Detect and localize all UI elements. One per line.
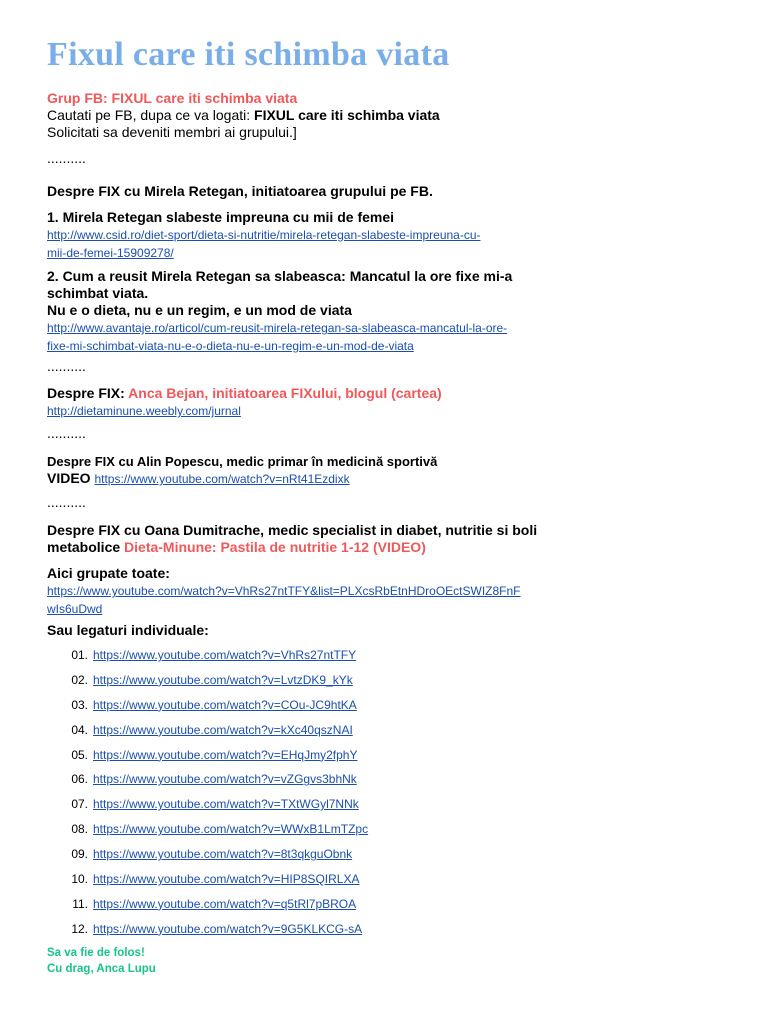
section-alin-heading: Despre FIX cu Alin Popescu, medic primar în medicină sportivă <box>47 454 438 469</box>
list-item: 10. https://www.youtube.com/watch?v=HIP8SQIRLXA <box>71 872 360 887</box>
section-alin <box>47 453 437 488</box>
list-item: 03. https://www.youtube.com/watch?v=COu-JC9htKA <box>71 697 357 712</box>
grouped-playlist-link[interactable]: https://www.youtube.com/watch?v=VhRs27ntTFY&list=PLXcsRbEtnHDroOEctSWIZ8FnF wIs6uDwd <box>47 584 521 616</box>
list-item: 11. https://www.youtube.com/watch?v=q5tRl7pBROA <box>72 896 357 911</box>
list-item: 04. https://www.youtube.com/watch?v=kXc40qszNAI <box>71 722 353 737</box>
individual-label: Sau legaturi individuale: <box>47 622 209 638</box>
page-title: Fixul care iti schimba viata <box>47 36 450 73</box>
video-link[interactable]: https://www.youtube.com/watch?v=vZGgvs3bhNk <box>93 772 357 787</box>
video-link[interactable]: https://www.youtube.com/watch?v=kXc40qszNAI <box>93 722 353 737</box>
group-info <box>47 90 440 141</box>
video-link[interactable]: https://www.youtube.com/watch?v=VhRs27ntTFY <box>93 648 357 662</box>
separator-1: .......... <box>47 150 86 166</box>
list-item: 01. https://www.youtube.com/watch?v=VhRs27ntTFY <box>71 648 357 662</box>
video-link[interactable]: https://www.youtube.com/watch?v=q5tRl7pBROA <box>93 896 357 911</box>
search-instruction-prefix: Cautati pe FB, dupa ce va logati: <box>47 107 255 123</box>
list-item: 06. https://www.youtube.com/watch?v=vZGgvs3bhNk <box>71 772 357 787</box>
section-anca-prefix: Despre FIX: <box>47 385 129 401</box>
video-label: VIDEO <box>47 470 95 486</box>
list-item: 09. https://www.youtube.com/watch?v=8t3qkguObnk <box>71 847 353 862</box>
video-link[interactable]: https://www.youtube.com/watch?v=9G5KLKCG-sA <box>93 921 363 936</box>
item2-link[interactable]: http://www.avantaje.ro/articol/cum-reusit-mirela-retegan-sa-slabeasca-mancatul-la-ore- fixe-mi-schimbat-viata-nu-e-o-dieta-nu-e-un-regim-e-un-mod-de-viata <box>47 321 508 353</box>
video-link[interactable]: https://www.youtube.com/watch?v=8t3qkguObnk <box>93 847 353 862</box>
join-instruction: Solicitati sa deveniti membri ai grupului.] <box>47 124 297 140</box>
separator-3: .......... <box>47 425 86 441</box>
group-line: Grup FB: FIXUL care iti schimba viata <box>47 90 298 106</box>
search-instruction <box>47 107 440 124</box>
grouped-section <box>47 565 521 618</box>
video-link[interactable]: https://www.youtube.com/watch?v=EHqJmy2fphY <box>93 747 358 762</box>
section-mirela-item2 <box>47 268 512 355</box>
section-mirela-item1 <box>47 209 481 262</box>
list-item: 02. https://www.youtube.com/watch?v=LvtzDK9_kYk <box>71 672 353 687</box>
video-link[interactable]: https://www.youtube.com/watch?v=HIP8SQIRLXA <box>93 872 360 887</box>
alin-video-link[interactable]: https://www.youtube.com/watch?v=nRt41Ezdixk <box>94 472 350 486</box>
video-link[interactable]: https://www.youtube.com/watch?v=COu-JC9htKA <box>93 697 357 712</box>
section-oana <box>47 522 537 556</box>
separator-4: .......... <box>47 494 86 510</box>
item2-title-line1: 2. Cum a reusit Mirela Retegan sa slabeasca: Mancatul la ore fixe mi-a <box>47 268 513 284</box>
item2-title-line3: Nu e o dieta, nu e un regim, e un mod de viata <box>47 302 352 318</box>
video-link[interactable]: https://www.youtube.com/watch?v=TXtWGyl7NNk <box>93 797 359 812</box>
list-item: 08. https://www.youtube.com/watch?v=WWxB1LmTZpc <box>71 822 369 837</box>
video-link[interactable]: https://www.youtube.com/watch?v=LvtzDK9_kYk <box>93 672 353 687</box>
section-oana-title: Dieta-Minune: Pastila de nutritie 1-12 (VIDEO) <box>124 539 426 555</box>
separator-2: .......... <box>47 358 86 374</box>
item1-title: 1. Mirela Retegan slabeste impreuna cu mii de femei <box>47 209 395 225</box>
footer-line1: Sa va fie de folos! <box>47 947 145 959</box>
list-item: 05. https://www.youtube.com/watch?v=EHqJmy2fphY <box>71 747 358 762</box>
section-oana-prefix: metabolice <box>47 539 125 555</box>
section-mirela-heading: Despre FIX cu Mirela Retegan, initiatoarea grupului pe FB. <box>47 183 433 199</box>
video-link-list <box>47 645 368 944</box>
item1-link[interactable]: http://www.csid.ro/diet-sport/dieta-si-nutritie/mirela-retegan-slabeste-impreuna-cu- mii-de-femei-15909278/ <box>47 228 481 260</box>
section-anca-title: Anca Bejan, initiatoarea FIXului, blogul (cartea) <box>128 385 442 401</box>
list-item: 12. https://www.youtube.com/watch?v=9G5KLKCG-sA <box>71 921 363 936</box>
group-name: FIXUL care iti schimba viata <box>254 107 440 123</box>
video-link[interactable]: https://www.youtube.com/watch?v=WWxB1LmTZpc <box>93 822 369 837</box>
item2-title-line2: schimbat viata. <box>47 285 149 301</box>
grouped-label: Aici grupate toate: <box>47 565 170 581</box>
section-anca <box>47 385 442 420</box>
footer-signature <box>47 945 156 977</box>
list-item: 07. https://www.youtube.com/watch?v=TXtWGyl7NNk <box>71 797 359 812</box>
footer-line2: Cu drag, Anca Lupu <box>47 963 156 975</box>
anca-blog-link[interactable]: http://dietaminune.weebly.com/jurnal <box>47 404 241 418</box>
section-oana-line1: Despre FIX cu Oana Dumitrache, medic specialist in diabet, nutritie si boli <box>47 522 538 538</box>
